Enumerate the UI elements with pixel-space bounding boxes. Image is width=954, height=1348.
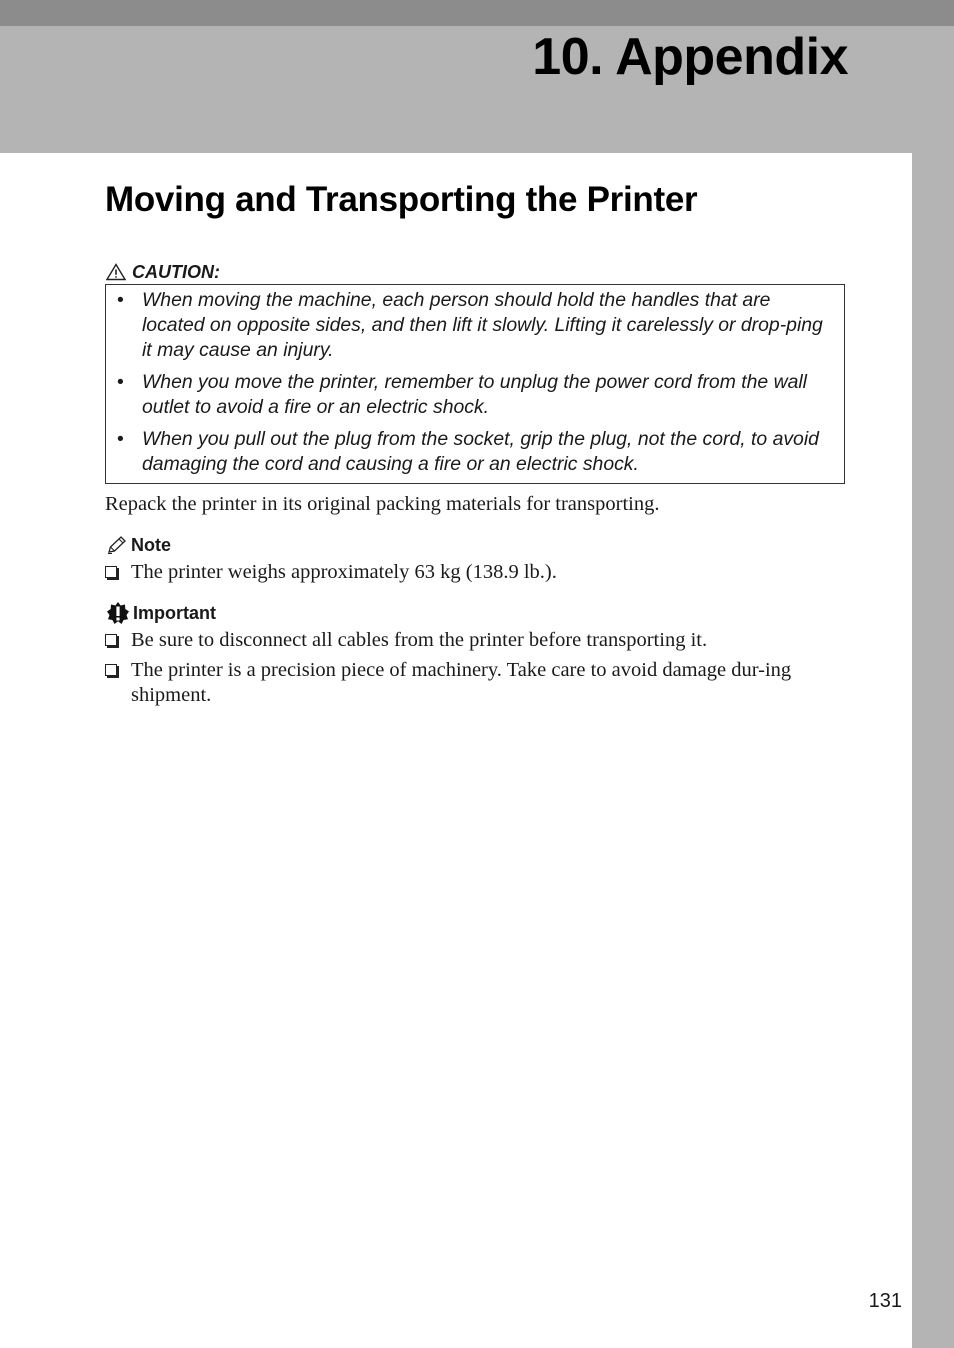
important-item-text: Be sure to disconnect all cables from the printer before transporting it. <box>131 629 708 651</box>
note-list <box>105 560 855 590</box>
warning-triangle-icon <box>106 263 126 281</box>
important-item-text: The printer is a precision piece of machinery. Take care to avoid damage dur-ing shipment. <box>131 659 792 706</box>
important-heading <box>106 601 216 625</box>
caution-label: CAUTION: <box>132 262 220 282</box>
caution-item-text: When moving the machine, each person should hold the handles that are located on opposite sides, and then lift it slowly. Lifting it carelessly or drop-ping it may cause an injury. <box>142 289 823 361</box>
checkbox-icon <box>105 634 117 646</box>
important-list <box>105 628 855 713</box>
caution-item <box>114 370 834 420</box>
repack-paragraph: Repack the printer in its original packing materials for transporting. <box>105 493 660 515</box>
chapter-side-tab <box>912 153 954 1348</box>
list-item <box>105 560 855 585</box>
caution-item <box>114 288 834 363</box>
caution-heading <box>106 261 220 283</box>
caution-item <box>114 427 834 477</box>
caution-item-text: When you pull out the plug from the socket, grip the plug, not the cord, to avoid damaging the cord and causing a fire or an electric shock. <box>142 428 819 475</box>
caution-box <box>105 284 845 484</box>
checkbox-icon <box>105 566 117 578</box>
bullet-marker: • <box>117 371 124 393</box>
note-item-text: The printer weighs approximately 63 kg (138.9 lb.). <box>131 561 557 583</box>
page-number: 131 <box>868 1290 902 1312</box>
chapter-title: 10. Appendix <box>532 28 848 86</box>
checkbox-icon <box>105 664 117 676</box>
exclamation-badge-icon <box>106 601 130 625</box>
list-item <box>105 628 855 653</box>
caution-item-text: When you move the printer, remember to unplug the power cord from the wall outlet to avoid a fire or an electric shock. <box>142 371 807 418</box>
bullet-marker: • <box>117 428 124 450</box>
important-label: Important <box>133 603 216 623</box>
note-label: Note <box>131 535 171 555</box>
header-top-strip <box>0 0 954 26</box>
section-title: Moving and Transporting the Printer <box>105 180 698 219</box>
bullet-marker: • <box>117 289 124 311</box>
note-heading <box>106 533 171 557</box>
pencil-icon <box>106 535 128 555</box>
list-item <box>105 658 855 708</box>
